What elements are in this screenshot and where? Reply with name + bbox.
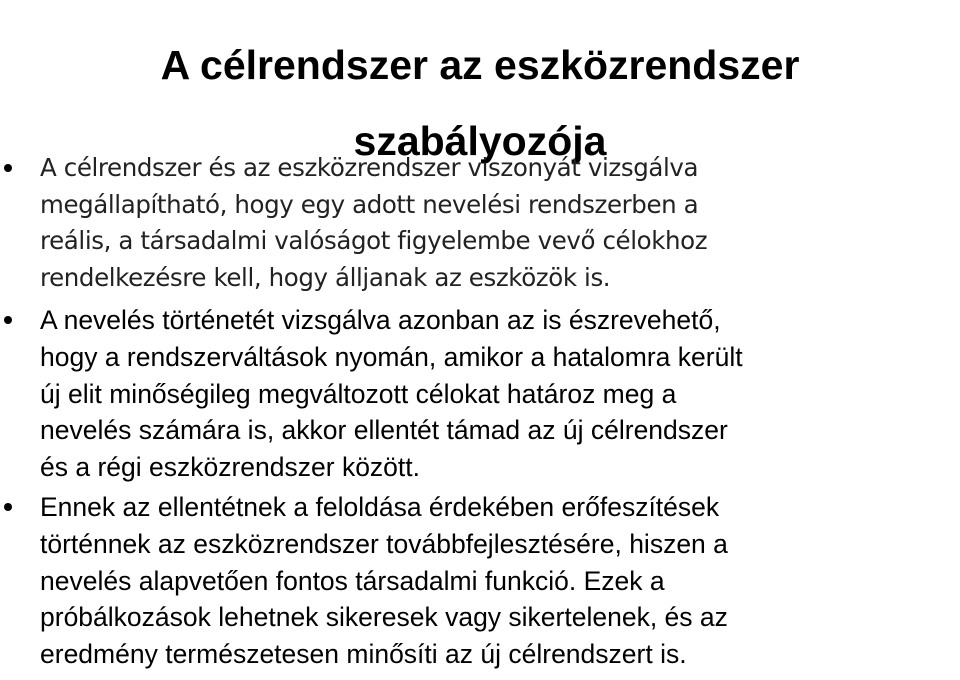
bullet-2-line-3: új elit minőségileg megváltozott célokat határoz meg a — [40, 378, 677, 409]
bullet-1-line-4: rendelkezésre kell, hogy álljanak az eszközök is. — [40, 262, 611, 292]
bullet-2-line-2: hogy a rendszerváltások nyomán, amikor a hatalomra került — [40, 341, 743, 372]
bullet-3-line-5: eredmény természetesen minősíti az új célrendszert is. — [40, 638, 687, 669]
bullet-3-line-2: történnek az eszközrendszer továbbfejlesztésére, hiszen a — [40, 528, 728, 559]
bullet-2-line-1: A nevelés történetét vizsgálva azonban az is észrevehető, — [40, 305, 721, 336]
slide-title-line-2: szabályozója — [353, 118, 607, 165]
bullet-1-line-3: reális, a társadalmi valóságot figyelembe vevő célokhoz — [40, 226, 708, 256]
bullet-dot-icon — [4, 316, 12, 324]
bullet-2-line-5: és a régi eszközrendszer között. — [40, 451, 421, 482]
bullet-1-line-2: megállapítható, hogy egy adott nevelési rendszerben a — [40, 189, 699, 219]
bullet-3-line-3: nevelés alapvetően fontos társadalmi funkció. Ezek a — [40, 565, 665, 596]
bullet-dot-icon — [4, 503, 12, 511]
bullet-3-line-4: próbálkozások lehetnek sikeresek vagy sikertelenek, és az — [40, 602, 728, 633]
bullet-3-line-1: Ennek az ellentétnek a feloldása érdekében erőfeszítések — [40, 492, 720, 523]
bullet-item-1 — [0, 150, 960, 296]
bullet-item-3 — [0, 489, 960, 672]
bullet-2-line-4: nevelés számára is, akkor ellentét támad az új célrendszer — [40, 415, 728, 446]
bullet-dot-icon — [4, 164, 12, 172]
bullet-1-line-1: A célrendszer és az eszközrendszer viszonyát vizsgálva — [40, 153, 699, 182]
bullet-item-2 — [0, 302, 960, 485]
bullet-list — [0, 150, 960, 672]
slide-title-line-1: A célrendszer az eszközrendszer — [160, 42, 800, 89]
